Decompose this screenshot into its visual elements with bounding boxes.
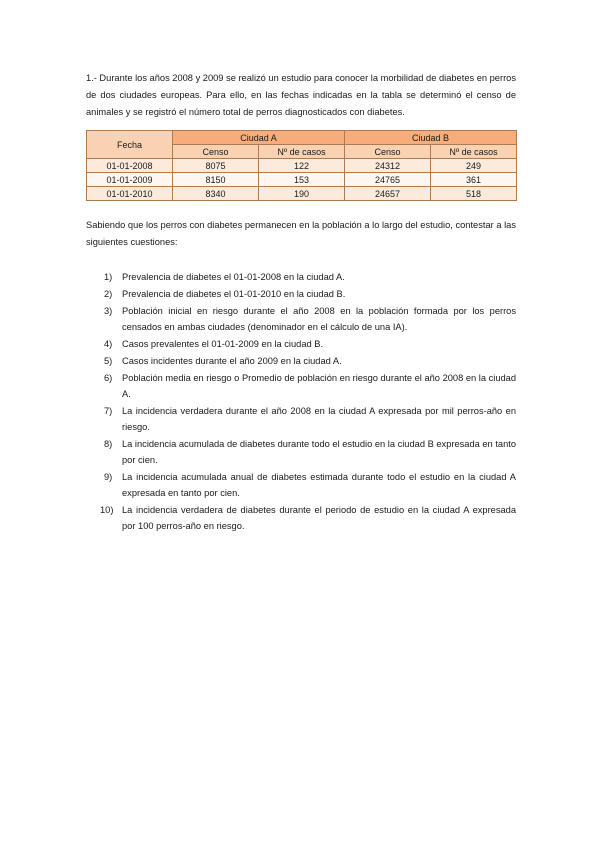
question-text: Prevalencia de diabetes el 01-01-2010 en la ciudad B. <box>122 289 346 299</box>
city-b-casos-header: Nº de casos <box>431 145 517 159</box>
b-casos-cell: 249 <box>431 159 517 173</box>
document-page <box>86 70 516 535</box>
list-item <box>86 436 516 468</box>
city-b-header: Ciudad B <box>345 131 517 145</box>
question-number: 8) <box>104 439 113 449</box>
list-item <box>86 403 516 435</box>
census-table <box>86 130 517 201</box>
list-item <box>86 469 516 501</box>
fecha-cell: 01-01-2009 <box>87 173 173 187</box>
questions-list <box>86 269 516 534</box>
intro-paragraph: 1.- Durante los años 2008 y 2009 se realizó un estudio para conocer la morbilidad de diabetes en perros de dos ciudades europeas. Para ello, en las fechas indicadas en la tabla se determinó el censo de animales y se registró el número total de perros diagnosticados con diabetes. <box>86 73 516 117</box>
list-item <box>86 353 516 369</box>
city-b-censo-header: Censo <box>345 145 431 159</box>
question-number: 2) <box>104 289 113 299</box>
table-row <box>87 159 517 173</box>
city-a-censo-header: Censo <box>173 145 259 159</box>
a-censo-cell: 8340 <box>173 187 259 201</box>
a-censo-cell: 8150 <box>173 173 259 187</box>
question-number: 7) <box>104 406 113 416</box>
a-casos-cell: 190 <box>259 187 345 201</box>
list-item <box>86 370 516 402</box>
question-number: 1) <box>104 272 113 282</box>
fecha-header: Fecha <box>87 131 173 159</box>
question-number: 6) <box>104 373 113 383</box>
b-censo-cell: 24657 <box>345 187 431 201</box>
instructions-paragraph: Sabiendo que los perros con diabetes permanecen en la población a lo largo del estudio, contestar a las siguientes cuestiones: <box>86 220 516 247</box>
list-item <box>86 286 516 302</box>
b-casos-cell: 361 <box>431 173 517 187</box>
a-casos-cell: 153 <box>259 173 345 187</box>
question-text: Prevalencia de diabetes el 01-01-2008 en la ciudad A. <box>122 272 345 282</box>
a-censo-cell: 8075 <box>173 159 259 173</box>
table-row <box>87 173 517 187</box>
question-number: 9) <box>104 472 113 482</box>
fecha-cell: 01-01-2008 <box>87 159 173 173</box>
b-censo-cell: 24312 <box>345 159 431 173</box>
question-number: 5) <box>104 356 113 366</box>
question-number: 4) <box>104 339 113 349</box>
table-row <box>87 187 517 201</box>
question-text: Población media en riesgo o Promedio de población en riesgo durante el año 2008 en la ciudad A. <box>122 373 516 399</box>
question-number: 3) <box>104 306 113 316</box>
question-text: La incidencia acumulada de diabetes durante todo el estudio en la ciudad B expresada en tanto por cien. <box>122 439 516 465</box>
question-text: La incidencia verdadera de diabetes durante el periodo de estudio en la ciudad A expresada por 100 perros-año en riesgo. <box>122 505 516 531</box>
b-casos-cell: 518 <box>431 187 517 201</box>
a-casos-cell: 122 <box>259 159 345 173</box>
list-item <box>86 336 516 352</box>
question-text: La incidencia verdadera durante el año 2008 en la ciudad A expresada por mil perros-año en riesgo. <box>122 406 516 432</box>
question-text: La incidencia acumulada anual de diabetes estimada durante todo el estudio en la ciudad A expresada en tanto por cien. <box>122 472 516 498</box>
question-number: 10) <box>100 505 114 515</box>
fecha-cell: 01-01-2010 <box>87 187 173 201</box>
city-a-casos-header: Nº de casos <box>259 145 345 159</box>
question-text: Población inicial en riesgo durante el año 2008 en la población formada por los perros censados en ambas ciudades (denominador en el cálculo de una IA). <box>122 306 516 332</box>
question-text: Casos incidentes durante el año 2009 en la ciudad A. <box>122 356 342 366</box>
question-text: Casos prevalentes el 01-01-2009 en la ciudad B. <box>122 339 324 349</box>
b-censo-cell: 24765 <box>345 173 431 187</box>
list-item <box>86 502 516 534</box>
list-item <box>86 269 516 285</box>
city-a-header: Ciudad A <box>173 131 345 145</box>
list-item <box>86 303 516 335</box>
